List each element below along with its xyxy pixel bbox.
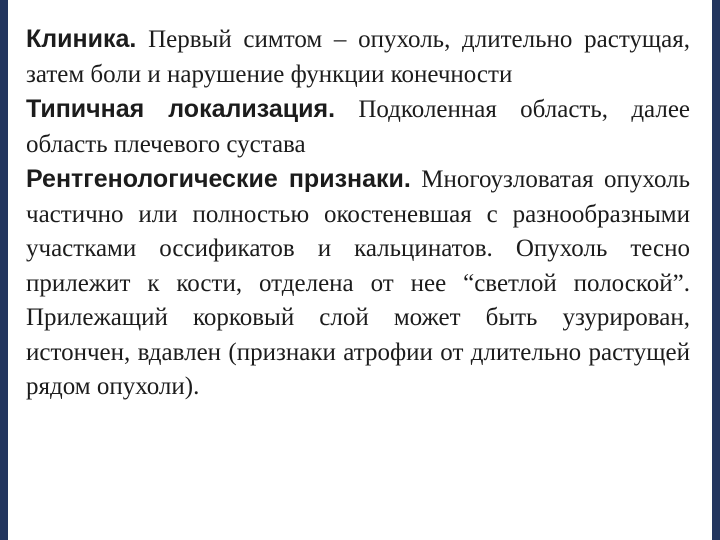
right-frame-bar (712, 0, 720, 540)
slide-text-body (26, 22, 690, 405)
text-xray-signs: Многоузловатая опухоль частично или полностью окостеневшая с разнообразными участками оссификатов и кальцинатов. Опухоль тесно прилежит к кости, отделена от нее “светлой полоской”. Прилежащий корковый слой может быть узурирован, истончен, вдавлен (признаки атрофии от длительно растущей рядом опухоли). (26, 166, 690, 400)
heading-localization: Типичная локализация. (26, 95, 336, 123)
heading-clinic: Клиника. (26, 25, 137, 53)
paragraph-xray-signs (26, 162, 690, 405)
heading-xray-signs: Рентгенологические признаки. (26, 165, 411, 193)
paragraph-clinic (26, 22, 690, 92)
text-localization: Подколенная область, далее область плечевого сустава (26, 96, 691, 158)
text-clinic: Первый симтом – опухоль, длительно растущая, затем боли и нарушение функции конечности (26, 26, 691, 88)
paragraph-localization (26, 92, 690, 162)
left-frame-bar (0, 0, 8, 540)
